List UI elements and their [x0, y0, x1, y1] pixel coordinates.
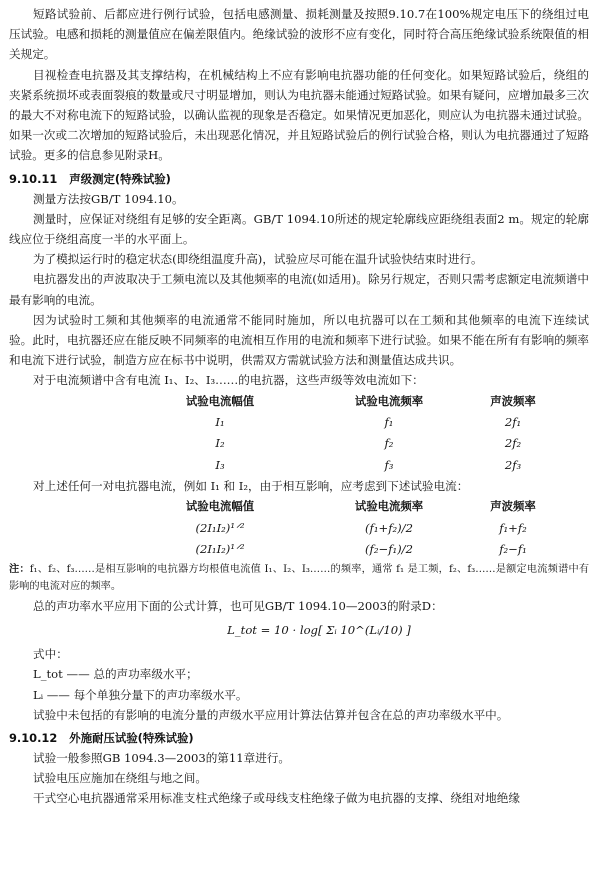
where-label: 式中：	[33, 647, 68, 662]
formula-text: L_tot = 10 · log[ Σᵢ 10^(Lᵢ/10) ]	[227, 623, 411, 638]
s11-paragraph-8: 总的声功率水平应用下面的公式计算，也可见GB/T 1094.10—2003的附录D：	[33, 598, 443, 613]
table-header-cell: 试验电流幅值	[185, 393, 255, 408]
section-number: 9.10.11	[9, 171, 58, 186]
s12-paragraph-2: 试验电压应施加在绕组与地之间。	[33, 771, 207, 786]
section-heading-9-10-11	[9, 169, 589, 189]
table-cell: f₁	[384, 415, 394, 430]
table-cell: 2f₂	[504, 436, 522, 451]
s11-paragraph-3: 为了模拟运行时的稳定状态(即绕组温度升高)，试验应尽可能在温升试验快结束时进行。	[33, 252, 483, 267]
intro-paragraph-2: 目视检查电抗器及其支撑结构，在机械结构上不应有影响电抗器功能的任何变化。如果短路试验后，绕组的夹紧系统损坏或表面裂痕的数量或尺寸明显增加，则认为电抗器未能通过短路试验。如果有疑问，应增加最多三次的最大不对称电流下的短路试验，以确认监视的现象是否稳定。如果情况更加恶化，则应认为电抗器未通过试验。如果一次或二次增加的短路试验后，未出现恶化情况，并且短路试验后的例行试验合格，则认为电抗器通过了短路试验。更多的信息参见附录H。	[9, 67, 589, 163]
table-cell: f₂−f₁	[499, 542, 527, 557]
frequency-table-2	[9, 496, 589, 560]
s12-paragraph-1: 试验一般参照GB 1094.3—2003的第11章进行。	[33, 750, 291, 765]
table-cell: f₂	[384, 436, 394, 451]
table-header-row	[9, 496, 589, 517]
s12-paragraph-3: 干式空心电抗器通常采用标准支柱式绝缘子或母线支柱绝缘子做为电抗器的支撑、绕组对地绝缘	[33, 791, 520, 806]
table-header-row	[9, 391, 589, 412]
sound-power-formula	[9, 616, 589, 644]
s11-paragraph-9: 试验中未包括的有影响的电流分量的声级水平应用计算法估算并包含在总的声功率级水平中。	[33, 707, 509, 722]
definition-li: Lᵢ —— 每个单独分量下的声功率级水平。	[33, 687, 248, 702]
table-header-cell: 试验电流频率	[354, 499, 424, 514]
table-row	[9, 455, 589, 476]
table-cell: f₁+f₂	[499, 520, 527, 535]
table-header-cell: 声波频率	[490, 393, 536, 408]
table-cell: I₃	[215, 457, 225, 472]
s11-paragraph-5: 因为试验时工频和其他频率的电流通常不能同时施加，所以电抗器可以在工频和其他频率的电流下连续试验。此时，电抗器还应在能反映不同频率的电流相互作用的电流和频率下进行试验。如果不能在所有有影响的频率和电流下进行试验，制造方应在标书中说明，供需双方需就试验方法和测量值达成共识。	[9, 312, 589, 368]
table-cell: f₃	[384, 457, 394, 472]
table-cell: (f₂−f₁)/2	[365, 542, 413, 557]
table-cell: I₂	[215, 436, 225, 451]
s11-paragraph-7: 对上述任何一对电抗器电流，例如 I₁ 和 I₂，由于相互影响，应考虑到下述试验电流：	[33, 479, 469, 494]
section-title: 外施耐压试验(特殊试验)	[69, 730, 194, 745]
table-cell: (f₁+f₂)/2	[365, 520, 413, 535]
s11-paragraph-2: 测量时，应保证对绕组有足够的安全距离。GB/T 1094.10所述的规定轮廓线应距绕组表面2 m。规定的轮廓线应位于绕组高度一半的水平面上。	[9, 211, 589, 247]
section-title: 声级测定(特殊试验)	[69, 171, 171, 186]
table-cell: (2I₁I₂)¹ᐟ²	[195, 542, 245, 557]
table-row	[9, 539, 589, 560]
intro-paragraph-1: 短路试验前、后都应进行例行试验，包括电感测量、损耗测量及按照9.10.7在100%规定电压下的绕组过电压试验。电感和损耗的测量值应在偏差限值内。绝缘试验的波形不应有变化，同时符合高压绝缘试验系统限值的相关规定。	[9, 7, 589, 62]
document-body	[9, 4, 589, 809]
s11-paragraph-6: 对于电流频谱中含有电流 I₁、I₂、I₃……的电抗器，这些声级等效电流如下：	[33, 373, 424, 388]
section-heading-9-10-12	[9, 728, 589, 748]
table-header-cell: 声波频率	[490, 499, 536, 514]
table-cell: 2f₁	[504, 415, 522, 430]
note-text: f₁、f₂、f₃……是相互影响的电抗器方均根值电流值 I₁、I₂、I₃……的频率，通常 f₁ 是工频，f₂、f₃……是额定电流频谱中有影响的电流对应的频率。	[9, 563, 590, 593]
s11-paragraph-1: 测量方法按GB/T 1094.10。	[33, 191, 184, 206]
table-row	[9, 412, 589, 433]
table-cell: (2I₁I₂)¹ᐟ²	[195, 520, 245, 535]
table-header-cell: 试验电流频率	[354, 393, 424, 408]
table-row	[9, 433, 589, 454]
note-label: 注：	[9, 563, 30, 575]
table-cell: I₁	[215, 415, 225, 430]
table-note	[9, 561, 589, 596]
s11-paragraph-4: 电抗器发出的声波取决于工频电流以及其他频率的电流(如适用)。除另行规定，否则只需考虑额定电流频谱中最有影响的电流。	[9, 272, 589, 307]
table-cell: 2f₃	[504, 457, 522, 472]
section-number: 9.10.12	[9, 730, 58, 745]
definition-ltot: L_tot —— 总的声功率级水平；	[33, 667, 198, 682]
table-header-cell: 试验电流幅值	[185, 499, 255, 514]
frequency-table-1	[9, 391, 589, 477]
table-row	[9, 518, 589, 539]
